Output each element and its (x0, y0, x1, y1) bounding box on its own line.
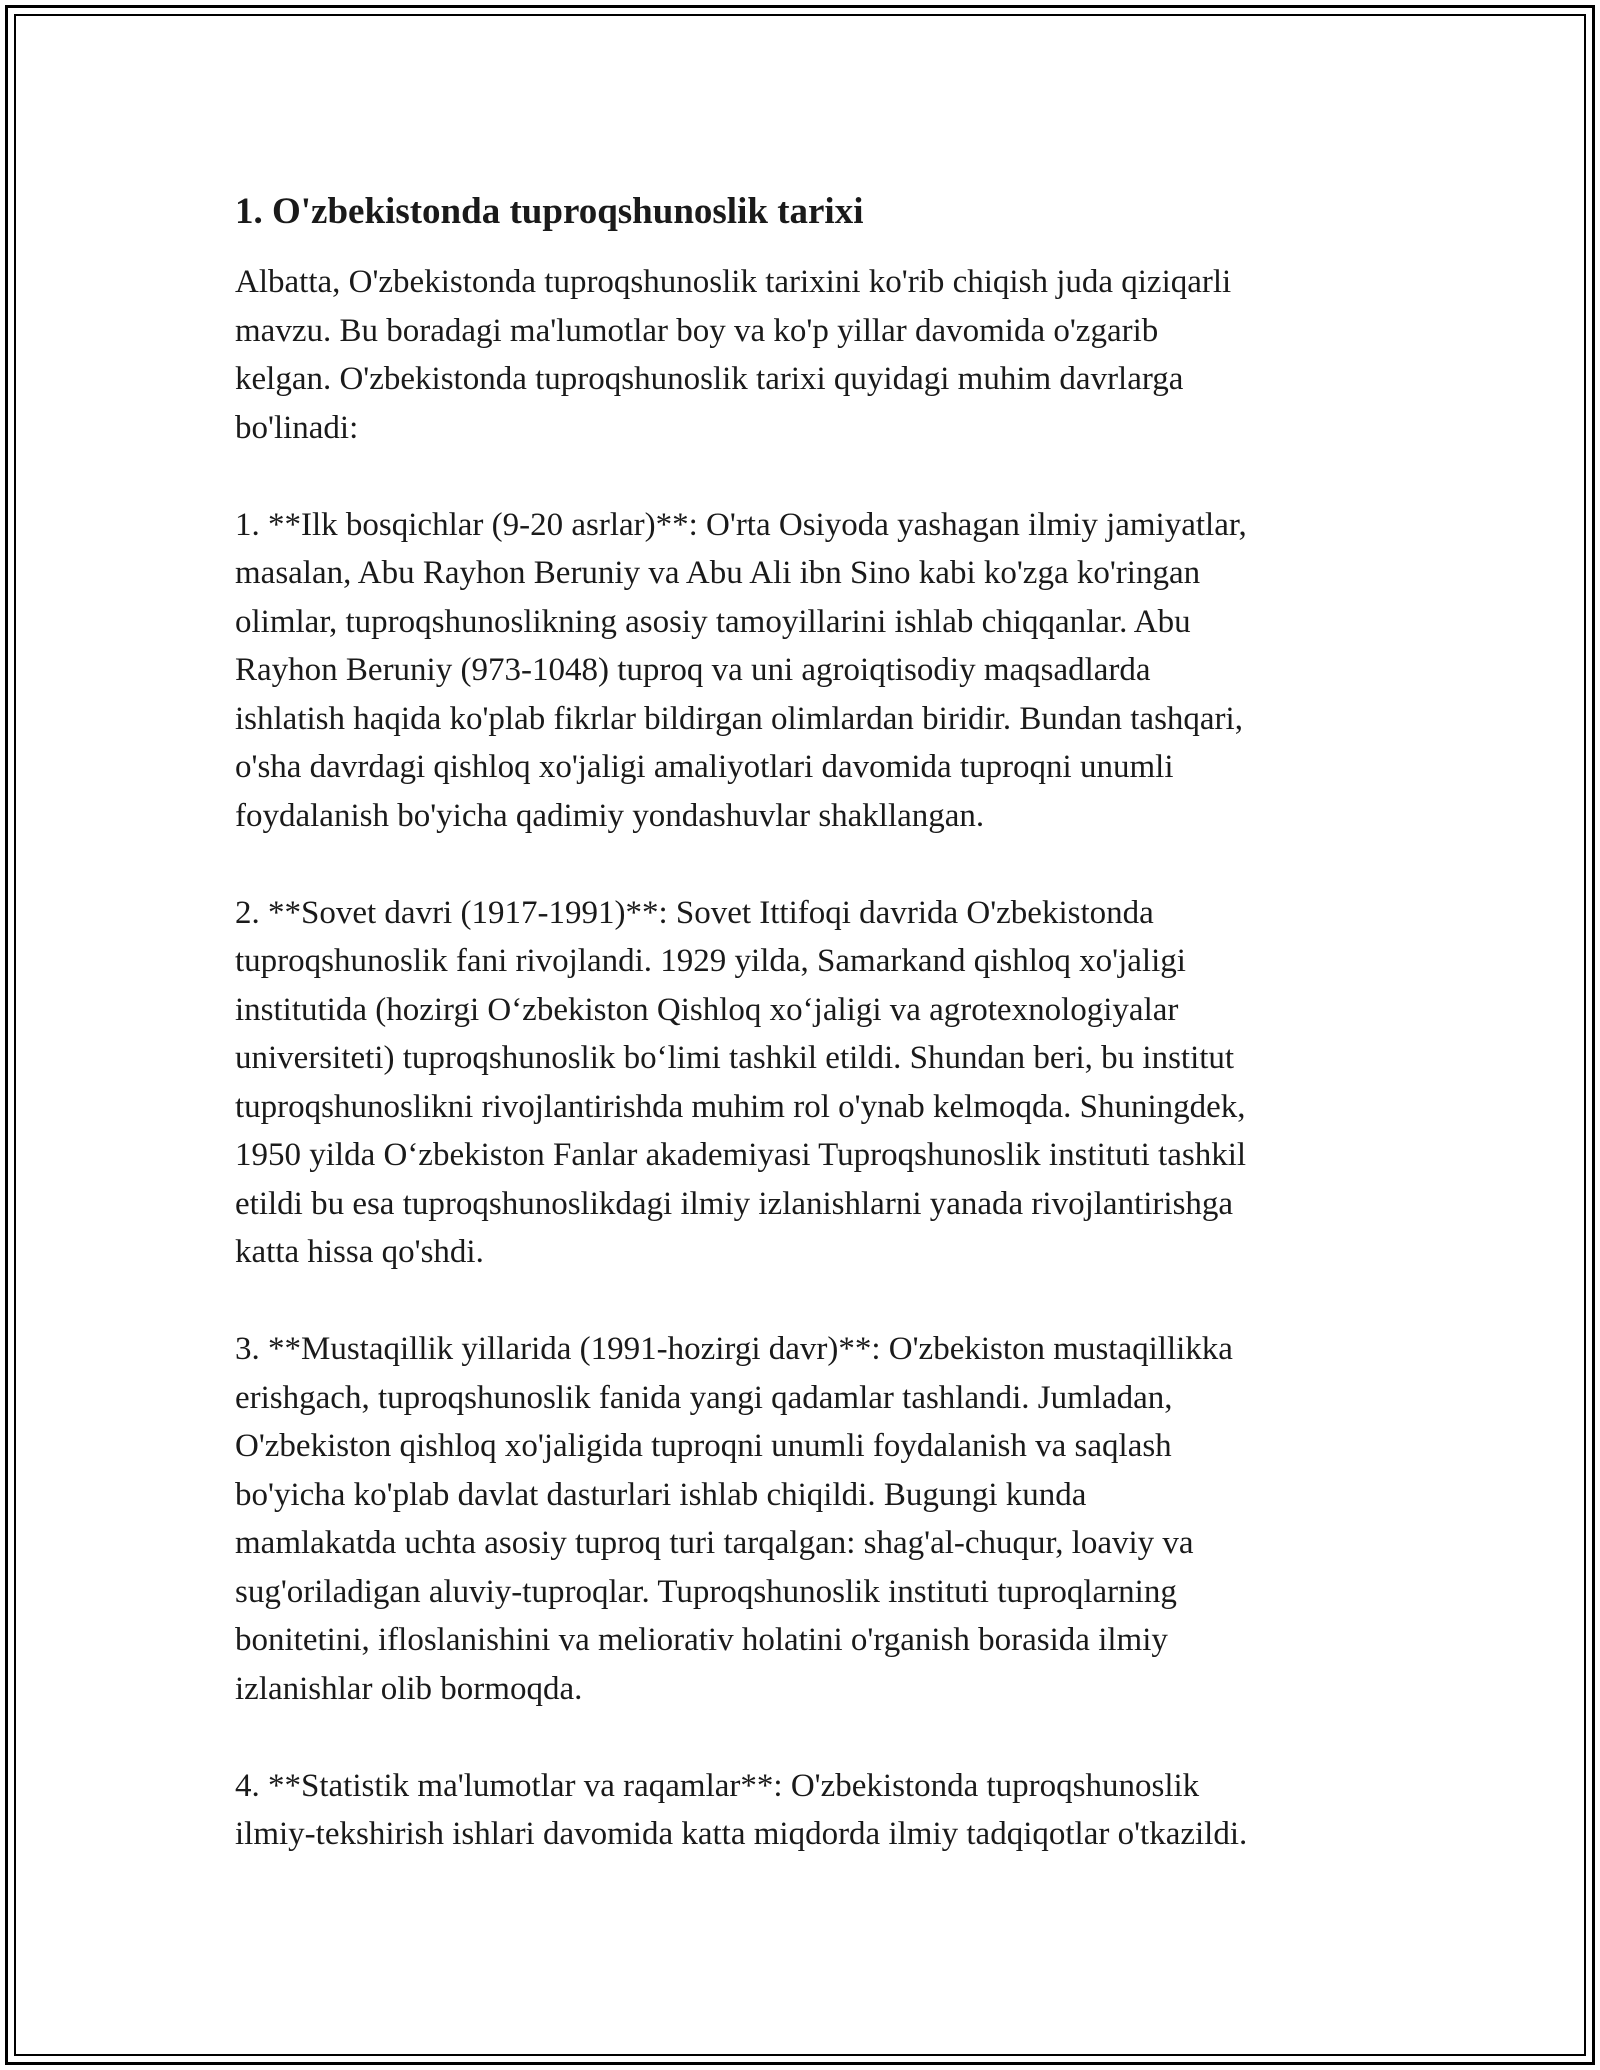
section-soviet-period: 2. **Sovet davri (1917-1991)**: Sovet Ittifoqi davrida O'zbekistonda tuproqshunoslik fani rivojlandi. 1929 yilda, Samarkand qishloq xo'jaligi institutida (hozirgi O‘zbekiston Qishloq xo‘jaligi va agrotexnologiyalar universiteti) tuproqshunoslik bo‘limi tashkil etildi. Shundan beri, bu institut tuproqshunoslikni rivojlantirishda muhim rol o'ynab kelmoqda. Shuningdek, 1950 yilda O‘zbekiston Fanlar akademiyasi Tuproqshunoslik instituti tashkil etildi bu esa tuproqshunoslikdagi ilmiy izlanishlarni yanada rivojlantirishga katta hissa qo'shdi. (235, 894, 1247, 1270)
intro-paragraph: Albatta, O'zbekistonda tuproqshunoslik tarixini ko'rib chiqish juda qiziqarli mavzu. Bu boradagi ma'lumotlar boy va ko'p yillar davomida o'zgarib kelgan. O'zbekistonda tuproqshunoslik tarixi quyidagi muhim davrlarga bo'linadi: (235, 264, 1232, 446)
document-body (235, 188, 1375, 1859)
section-early-stages: 1. **Ilk bosqichlar (9-20 asrlar)**: O'rta Osiyoda yashagan ilmiy jamiyatlar, masalan, Abu Rayhon Beruniy va Abu Ali ibn Sino kabi ko'zga ko'ringan olimlar, tuproqshunoslikning asosiy tamoyillarini ishlab chiqqanlar. Abu Rayhon Beruniy (973-1048) tuproq va uni agroiqtisodiy maqsadlarda ishlatish haqida ko'plab fikrlar bildirgan olimlardan biridir. Bundan tashqari, o'sha davrdagi qishloq xo'jaligi amaliyotlari davomida tuproqni unumli foydalanish bo'yicha qadimiy yondashuvlar shakllangan. (235, 506, 1247, 834)
page-title: 1. O'zbekistonda tuproqshunoslik tarixi (235, 191, 864, 232)
section-independence-years: 3. **Mustaqillik yillarida (1991-hozirgi davr)**: O'zbekiston mustaqillikka erishgach, tuproqshunoslik fanida yangi qadamlar tashlandi. Jumladan, O'zbekiston qishloq xo'jaligida tuproqni unumli foydalanish va saqlash bo'yicha ko'plab davlat dasturlari ishlab chiqildi. Bugungi kunda mamlakatda uchta asosiy tuproq turi tarqalgan: shag'al-chuqur, loaviy va sug'oriladigan aluviy-tuproqlar. Tuproqshunoslik instituti tuproqlarning bonitetini, ifloslanishini va meliorativ holatini o'rganish borasida ilmiy izlanishlar olib bormoqda. (235, 1331, 1233, 1707)
section-statistics: 4. **Statistik ma'lumotlar va raqamlar**: O'zbekistonda tuproqshunoslik ilmiy-tekshirish ishlari davomida katta miqdorda ilmiy tadqiqotlar o'tkazildi. (235, 1767, 1248, 1852)
